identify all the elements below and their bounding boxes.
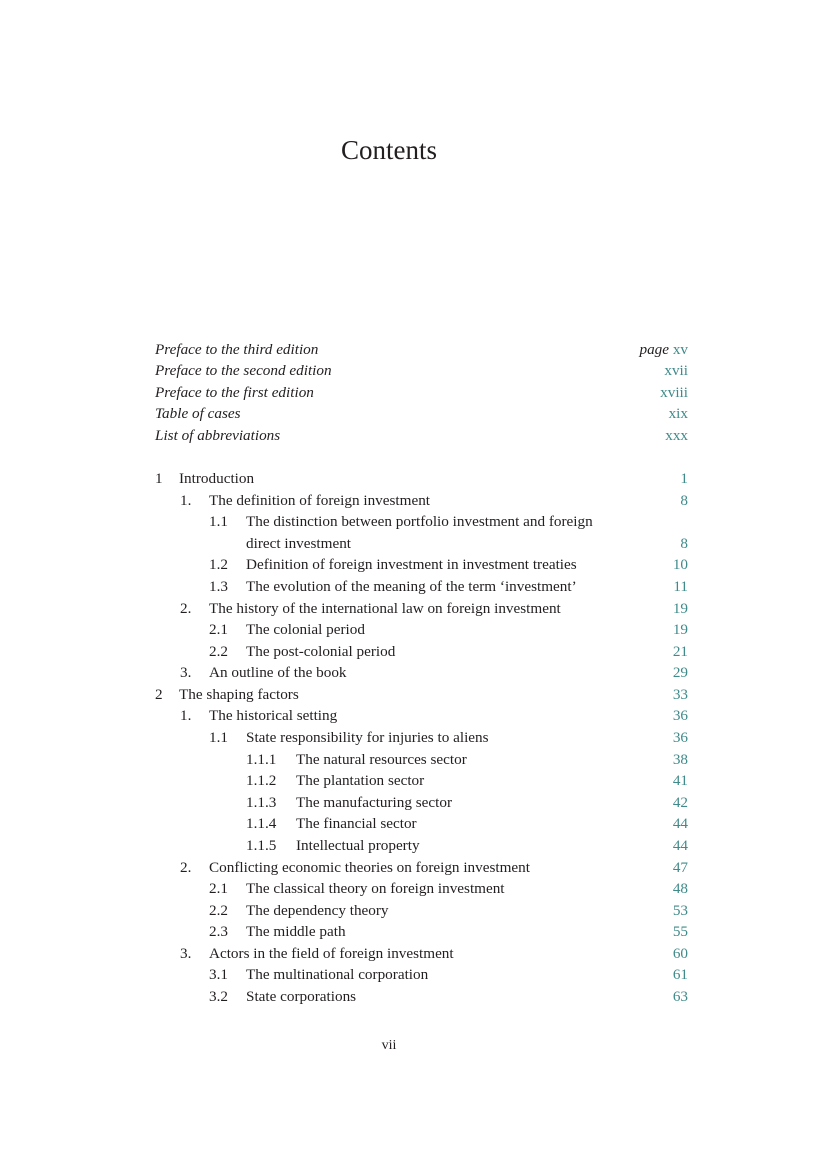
toc-page-number[interactable]: 53 <box>672 902 688 919</box>
toc-page-number[interactable]: xvii <box>664 362 688 379</box>
toc-page-number[interactable]: 11 <box>673 578 688 595</box>
toc-entry-label: An outline of the book <box>209 664 347 681</box>
toc-subsubsection-entry[interactable] <box>155 835 688 857</box>
toc-page-number[interactable]: xxx <box>665 427 688 444</box>
toc-page-number[interactable]: xviii <box>660 384 688 401</box>
toc-page-number[interactable]: 47 <box>672 859 688 876</box>
toc-entry-number: 1.1.4 <box>246 815 277 832</box>
toc-entry-number: 2.1 <box>209 880 228 897</box>
toc-page-number[interactable]: 63 <box>672 988 688 1005</box>
toc-entry-number: 1.1.2 <box>246 772 277 789</box>
toc-entry-label: The financial sector <box>296 815 417 832</box>
toc-subsubsection-entry[interactable] <box>155 792 688 814</box>
toc-entry-label-continued: direct investment <box>246 535 352 552</box>
toc-entry-number: 1. <box>180 492 192 509</box>
toc-entry-label: The colonial period <box>246 621 365 638</box>
toc-subsection-entry[interactable] <box>155 619 688 641</box>
toc-entry-label: The history of the international law on foreign investment <box>209 600 561 617</box>
toc-page-number[interactable]: 38 <box>672 751 688 768</box>
toc-front-matter-entry[interactable] <box>155 339 688 361</box>
toc-entry-label: Preface to the first edition <box>155 384 314 401</box>
page-title: Contents <box>340 135 437 165</box>
toc-entry-label: Intellectual property <box>296 837 420 854</box>
toc-entry-label: The manufacturing sector <box>296 794 453 811</box>
toc-entry-label: Table of cases <box>155 405 241 422</box>
toc-front-matter-entry[interactable] <box>155 403 688 425</box>
toc-subsubsection-entry[interactable] <box>155 813 688 835</box>
toc-entry-number: 1.3 <box>209 578 228 595</box>
toc-entry-number: 3. <box>180 945 192 962</box>
toc-entry-label: State corporations <box>246 988 357 1005</box>
toc-entry-number: 1 <box>155 470 163 487</box>
page-prefix: page <box>639 341 670 358</box>
toc-page-number[interactable]: 55 <box>672 923 688 940</box>
toc-subsection-entry-continued[interactable] <box>155 533 688 555</box>
toc-entry-number: 1.2 <box>209 556 228 573</box>
toc-page-number[interactable]: 44 <box>672 815 688 832</box>
toc-entry-label: The shaping factors <box>179 686 299 703</box>
toc-page-number[interactable]: 33 <box>672 686 688 703</box>
toc-subsection-entry[interactable] <box>155 576 688 598</box>
toc-entry-number: 1.1 <box>209 729 228 746</box>
toc-subsection-entry[interactable] <box>155 641 688 663</box>
toc-page-number[interactable]: 42 <box>672 794 688 811</box>
toc-entry-number: 2. <box>180 859 192 876</box>
toc-page-number[interactable]: 8 <box>680 535 688 552</box>
toc-page-number[interactable]: 19 <box>672 600 688 617</box>
toc-entry-label: The classical theory on foreign investment <box>246 880 505 897</box>
toc-subsection-entry[interactable] <box>155 986 688 1008</box>
toc-subsection-entry[interactable] <box>155 900 688 922</box>
toc-subsection-entry[interactable] <box>155 878 688 900</box>
toc-entry-label: The dependency theory <box>246 902 389 919</box>
toc-subsection-entry[interactable] <box>155 964 688 986</box>
toc-entry-label: The post-colonial period <box>246 643 396 660</box>
toc-entry-number: 1. <box>180 707 192 724</box>
toc-entry-label: The middle path <box>246 923 346 940</box>
toc-entry-number: 3.1 <box>209 966 228 983</box>
toc-chapter-entry[interactable] <box>155 468 688 490</box>
toc-entry-label: Actors in the field of foreign investment <box>209 945 454 962</box>
toc-entry-label: The historical setting <box>209 707 338 724</box>
toc-entry-label: Introduction <box>179 470 255 487</box>
toc-entry-label: State responsibility for injuries to aliens <box>246 729 489 746</box>
toc-page-number[interactable]: page xv <box>639 341 688 358</box>
page-folio: vii <box>381 1038 397 1053</box>
toc-entry-label: The distinction between portfolio investment and foreign <box>246 513 593 530</box>
toc-front-matter-entry[interactable] <box>155 382 688 404</box>
toc-front-matter-entry[interactable] <box>155 425 688 447</box>
toc-entry-label: The definition of foreign investment <box>209 492 431 509</box>
toc-entry-number: 2.1 <box>209 621 228 638</box>
toc-section-entry[interactable] <box>155 662 688 684</box>
toc-page-number[interactable]: 41 <box>672 772 688 789</box>
toc-entry-number: 1.1.5 <box>246 837 277 854</box>
toc-subsection-entry[interactable] <box>155 921 688 943</box>
toc-page-number[interactable]: 19 <box>672 621 688 638</box>
toc-entry-number: 2 <box>155 686 163 703</box>
toc-entry-number: 2. <box>180 600 192 617</box>
toc-section-entry[interactable] <box>155 705 688 727</box>
toc-entry-label: Preface to the second edition <box>155 362 332 379</box>
toc-subsubsection-entry[interactable] <box>155 770 688 792</box>
toc-section-entry[interactable] <box>155 943 688 965</box>
toc-entry-number: 2.2 <box>209 902 228 919</box>
toc-chapter-entry[interactable] <box>155 684 688 706</box>
toc-entry-label: The natural resources sector <box>296 751 467 768</box>
toc-entry-label: The plantation sector <box>296 772 425 789</box>
toc-entry-number: 3.2 <box>209 988 228 1005</box>
toc-entry-number: 1.1.1 <box>246 751 277 768</box>
toc-entry-label: List of abbreviations <box>155 427 281 444</box>
toc-page-number[interactable]: 21 <box>672 643 688 660</box>
toc-front-matter-entry[interactable] <box>155 360 688 382</box>
toc-page-number[interactable]: 29 <box>672 664 688 681</box>
toc-page-number[interactable]: 36 <box>672 729 688 746</box>
toc-entry-label: Preface to the third edition <box>155 341 319 358</box>
toc-entry-number: 1.1 <box>209 513 228 530</box>
toc-page-number[interactable]: 60 <box>672 945 688 962</box>
toc-page-number[interactable]: 10 <box>672 556 688 573</box>
toc-page-number[interactable]: 36 <box>672 707 688 724</box>
toc-page-number[interactable]: 61 <box>672 966 688 983</box>
toc-page-number[interactable]: 48 <box>672 880 688 897</box>
toc-section-entry[interactable] <box>155 857 688 879</box>
toc-entry-label: Conflicting economic theories on foreign investment <box>209 859 530 876</box>
toc-section-entry[interactable] <box>155 490 688 512</box>
toc-page-number[interactable]: 1 <box>680 470 688 487</box>
toc-entry-number: 2.3 <box>209 923 228 940</box>
toc-section-entry[interactable] <box>155 598 688 620</box>
toc-entry-number: 1.1.3 <box>246 794 277 811</box>
toc-subsection-entry[interactable] <box>155 554 688 576</box>
toc-subsection-entry[interactable] <box>155 727 688 749</box>
toc-page-number[interactable]: 8 <box>680 492 688 509</box>
toc-entry-number: 2.2 <box>209 643 228 660</box>
toc-entry-number: 3. <box>180 664 192 681</box>
toc-subsubsection-entry[interactable] <box>155 749 688 771</box>
toc-page-number[interactable]: 44 <box>672 837 688 854</box>
toc-subsection-entry[interactable] <box>155 511 688 533</box>
toc-entry-label: The multinational corporation <box>246 966 429 983</box>
toc-page-number[interactable]: xix <box>668 405 688 422</box>
toc-entry-label: Definition of foreign investment in investment treaties <box>246 556 577 573</box>
toc-entry-label: The evolution of the meaning of the term ‘investment’ <box>246 578 577 595</box>
